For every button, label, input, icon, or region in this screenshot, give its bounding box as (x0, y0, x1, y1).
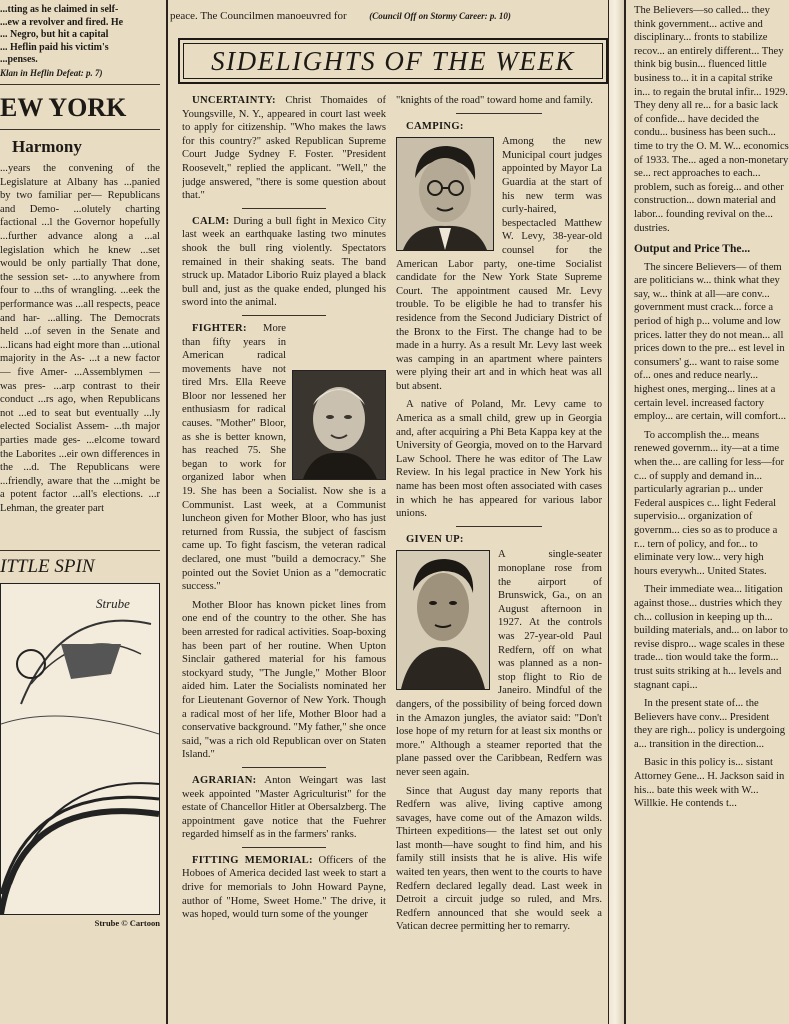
left-body: ...years the convening of the Legislature at Albany has ...panied by two familiar per— Republicans and Demo- ...olutely charting factional ...l the Governor hopefully ...further advance along a ...al legislation which he knew ...set would be only partially That done, the session set- ...to anywhere from four to ...ths of wrangling. ...eek the performance was ...all respects, peace and har- ...alling. The Democrats held ...of seven in the Senate and ...licans had eight more than ...utional majority in the As- ...t a new factor — five Amer- ...Assemblymen — was pres- ...arp contrast to their conduct ...rs ago, when Republicans not ...ed to seat but eventually ...ly elected Socialist Assem- ...th major parties made ges- ...elcome toward the Laborites ...eir own differences in the ...d. The Republicans were ...friendly, aware that the ...might be a potent factor ...all's elections. ...r Lehman, the greater part (0, 163, 160, 514)
givenup-lead (396, 533, 602, 547)
far-right-text: The Believers—so called... they think government... active and disciplinary... fronts to stabilize recov... an entirely different... They think big busin... fluenced little business to... it in a capital strike in... to regain the brutal infir... 1929. They deny all re... for a basic lack of confide... have decided the condu... business has been such... time to try the O. M. W... economics of 1933. The... aged a non-monetary se... rect approaches to each... problem, such as foreig... and other construction... down material and labor... founding revival on the... dustries. (634, 5, 789, 234)
sidelights-title-box (178, 38, 608, 84)
item-calm (182, 215, 386, 310)
top-line: peace. The Councilmen manoeuvred for (170, 10, 347, 22)
left-column (0, 4, 160, 1020)
left-snippet (0, 4, 160, 67)
kicker: CAMPING: (406, 120, 464, 132)
kicker: CALM: (192, 215, 230, 227)
photo-levy (396, 137, 494, 251)
item-text: Among the new Municipal court judges appointed by Mayor La Guardia at the start of his new term was curly-haired, bespectacled Matthew W. Levy, 38-year-old counsel for the American Labor party, one-time Socialist candidate for the New York State Supreme Court. The appointment caused Mr. Levy trouble. To be eligible he had to transfer his residence from the Second Judiciary District of the Bronx to the First. The change had to be made in a hurry. As a result Mr. Levy last week was camping in an apartment where painters were plying their art and in which heat was all but absent. (396, 136, 602, 392)
snippet-line: ...ew a revolver and fired. He (0, 16, 124, 28)
portrait-redfern (397, 551, 489, 689)
kicker: FITTING MEMORIAL: (192, 854, 313, 866)
cartoon-illustration (1, 584, 159, 914)
item-text: More than fifty years in American radical movements have not tired Mrs. Ella Reeve Bloor nor lessened her enthusiasm for radical causes. "Mother" Bloor, as she is better known, has reached 75. She began to work for organized labor when 19. She has been a Socialist. Now she is a Communist. Last week, at a Communist luncheon given for Mother Bloor, who has just returned from Russia, the subject of fascism came up. To fight fascism, the veteran radical declared, one must "build a democracy." She pointed out the Soviet Union as a "democratic success." (182, 322, 386, 593)
divider (242, 847, 326, 848)
item-agrarian (182, 774, 386, 842)
divider (456, 113, 542, 114)
kicker: FIGHTER: (192, 322, 247, 334)
section-head: EW YORK (0, 93, 127, 123)
far-right-text: The sincere Believers— of them are politicians w... think what they say, w... think at all—are conv... government must crack... force a period of high p... volume and low prices. latter they do not mean... all prices down to the pre... est level in consumers' g... want to raise some of... ones and reduce nearly... highest ones, merging... lines at a certain level. increased factory employ... are certain, will comfort... (634, 261, 786, 423)
divider (456, 526, 542, 527)
column-rule (166, 0, 168, 1024)
item-text: Christ Thomaides of Youngsville, N. Y., appeared in court last week to apply for citizenship. "Who makes the laws for this country?" asked Republican Supreme Court Judge Sydney F. Foster. "President Roosevelt," replied the applicant. "Well," the judge answered, "there is some question about that." (182, 95, 386, 202)
snippet-line: ... Heflin paid his victim's (0, 41, 109, 53)
portrait-levy (397, 138, 493, 250)
item-text: A native of Poland, Mr. Levy came to America as a small child, grew up in Georgia and, after acquiring a Phi Beta Kappa key at the University of Georgia, moved on to the Harvard Law School. There he was editor of The Law Review. In his legal practice in New York his name has been most often associated with cases in which he has appeared for various labor unions. (396, 399, 602, 520)
item-fighter (182, 322, 386, 762)
item-uncertainty (182, 94, 386, 203)
divider (242, 315, 326, 316)
top-strip (170, 10, 608, 22)
kicker: UNCERTAINTY: (192, 95, 276, 106)
snippet-line: ... Negro, but hit a capital (0, 29, 109, 40)
continuation-note: Klan in Heflin Defeat: p. 7) (0, 67, 103, 78)
page-gutter (609, 0, 625, 1024)
item-given-up (396, 533, 602, 934)
divider (242, 208, 326, 209)
far-right-text: In the present state of... the Believers have conv... President they are righ... policy is undergoing a... transition in the direction... (634, 698, 786, 750)
svg-text:Strube: Strube (96, 596, 130, 612)
page-title: SIDELIGHTS OF THE WEEK (211, 45, 575, 76)
center-column (182, 94, 386, 1014)
camping-lead (396, 120, 602, 134)
photo-redfern (396, 550, 490, 690)
far-right-head: Output and Price The... (634, 243, 751, 256)
far-right-text: Basic in this policy is... sistant Attorney Gene... H. Jackson said in his... bate this week with W... Willkie. He contends t... (634, 757, 785, 810)
item-text: During a bull fight in Mexico City last week an earthquake lasting two minutes shook the bull ring violently. Spectators remained in their shaking seats. The band struck up. Matador Liborio Ruiz played a black bull and, just as the quake ended, plunged his sword into the animal. (182, 215, 386, 309)
kicker: GIVEN UP: (406, 533, 464, 545)
divider (0, 84, 160, 85)
item-camping (396, 120, 602, 521)
cartoon-credit: Strube © Cartoon (94, 918, 160, 929)
item-text: A single-seater monoplane rose from the airport of Brunswick, Ga., on an August afternoon in 1927. At the controls was 27-year-old Paul Redfern, off on what was planned as a non-stop flight to Rio de Janeiro. Mindful of the dangers, of the possibility of being forced down in the Amazon jungles, the aviator said: "Don't lose hope of my return for at least six months or more." Although a steamer reported that the plane passed over the Caribbean, Redfern was never seen again. (396, 549, 602, 778)
subhead: Harmony (12, 137, 82, 157)
item-text: Officers of the Hoboes of America decided last week to start a drive for memorials to John Howard Payne, author of "Home, Sweet Home." The drive, it was hoped, would turn some of the younger (182, 854, 386, 921)
item-paragraph: Mother Bloor has known picket lines from one end of the country to the other. She has been arrested for radical activities. Soap-boxing has been part of her routine. When Upton Sinclair gathered material for his famous stockyard study, "The Jungle," Mother Bloor aided him. Later the Socialists nominated her for Lieutenant Governor of New York. Though a radical most of her life, Mother Bloor had a conservative background. "My father," she once said, "was a rich old Republican over on Staten Island." (182, 599, 386, 761)
divider (242, 767, 326, 768)
title-box-inner (183, 43, 603, 79)
far-right-text: Their immediate wea... litigation against those... dustries which they ch... collusion in keeping up th... building materials, and... on labor to revise dispro... wage scales in these trade... tion would take the form... trust suits striking at h... levels and stagnant capi... (634, 584, 788, 691)
top-continuation: (Council Off on Stormy Career: p. 10) (369, 11, 511, 21)
item-text: Anton Weingart was last week appointed "Master Agriculturist" for the estate of Chancellor Hitler at Obersalzberg. The appointment gave notice that the Fuehrer regarded himself as in the farmers' ranks. (182, 774, 386, 841)
kicker: AGRARIAN: (192, 774, 257, 786)
cartoon-title: ITTLE SPIN (0, 556, 95, 578)
right-column (396, 94, 602, 1014)
snippet-line: ...penses. (0, 54, 38, 65)
item-fitting-memorial (182, 854, 386, 922)
photo-bloor (292, 370, 386, 480)
snippet-line: ...tting as he claimed in self- (0, 4, 119, 15)
divider (0, 129, 160, 130)
divider (0, 550, 160, 551)
far-right-column (634, 4, 789, 1020)
column-rule (624, 0, 626, 1024)
item-text: Since that August day many reports that Redfern was alive, living captive among savages, have come out of the Amazon wilds. Thirteen expeditions— the latest set out only last month—have sought to find him, and his family still insists that he is alive. His wife waited ten years, then went to the courts to have Redfern declared legally dead. Last week in Detroit a circuit judge so ruled, and Mrs. Redfern announced that she would seek a Vatican decree permitting her to remarry. (396, 785, 602, 933)
lead-continuation: "knights of the road" toward home and family. (396, 95, 593, 106)
cartoon-image (0, 583, 160, 915)
far-right-text: To accomplish the... means renewed governm... ity—at a time when the... are calling for less—for c... of supply and demand in... particularly agrarian p... under Federal auspices c... light Federal supervisio... organization of governm... cies so as to produce a r... tern of policy, and for... to eliminate very low... very high hours everywh... United States. (634, 429, 785, 577)
portrait-bloor (293, 371, 385, 479)
